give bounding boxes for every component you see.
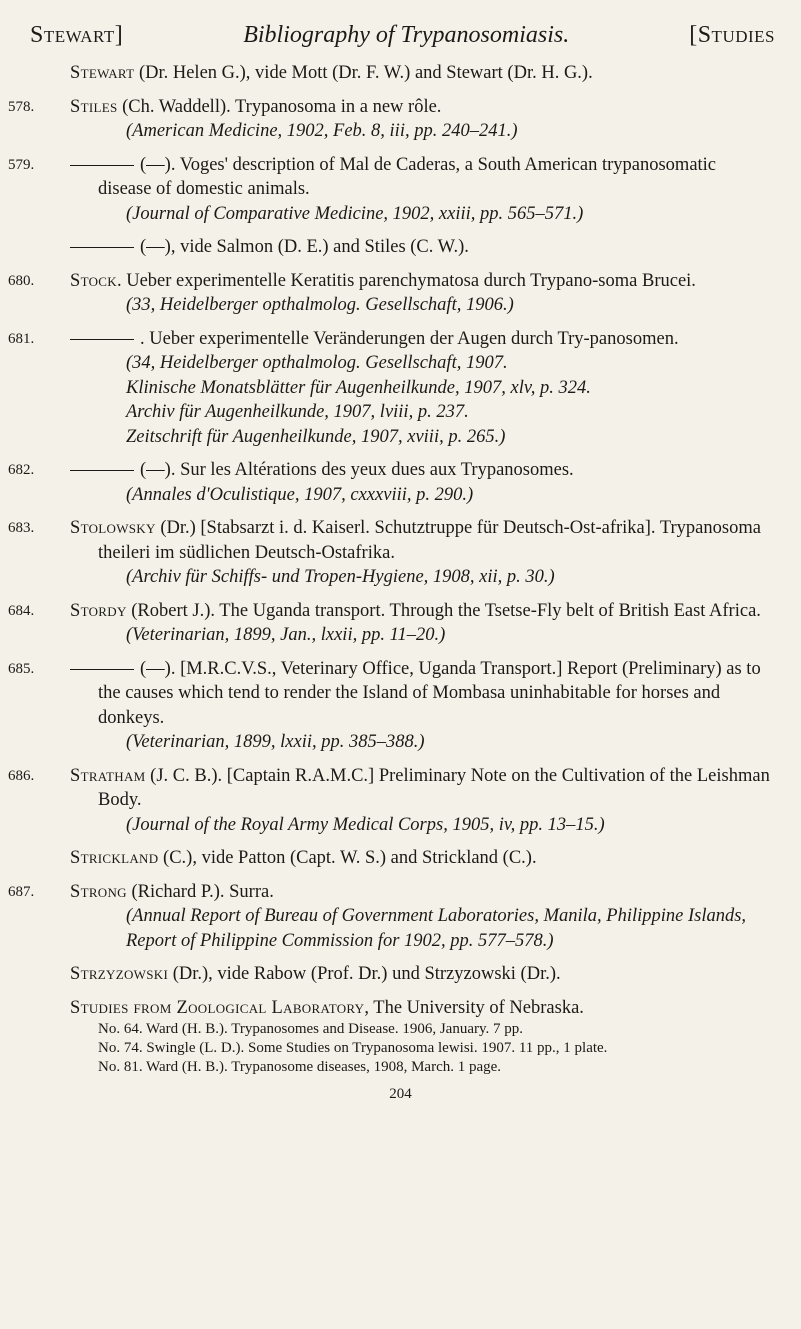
entry-number: 681. [8,330,35,347]
ditto-dash [70,247,134,248]
entry-text: (—). [M.R.C.V.S., Veterinary Office, Uganda Transport.] Report (Preliminary) as to the causes which tend to render the Island of Mombasa uninhabitable for horses and donkeys. [98,658,761,728]
entry-text: (Dr. Helen G.), vide Mott (Dr. F. W.) and Stewart (Dr. H. G.). [134,63,593,83]
entry-citation [70,269,771,294]
entry-text: (—). Voges' description of Mal de Caderas, a South American trypanosomatic disease of domestic animals. [98,154,717,199]
entry-author: Studies from Zoological Laboratory [70,997,365,1018]
entry-author: Stewart [70,63,135,83]
entry-citation [70,327,771,352]
entry-text: (Richard P.). Surra. [126,881,274,902]
entry-source: (Journal of Comparative Medicine, 1902, xxiii, pp. 565–571.) [126,203,584,224]
running-header [30,22,775,49]
bibliography-entry [8,95,771,144]
entry-author: Stiles [70,96,118,117]
entry-author: Stordy [70,600,127,621]
entry-citation [70,458,771,483]
bibliography-entry [8,153,771,227]
bibliography-entries [8,61,771,1077]
page-number: 204 [389,1086,412,1102]
entry-citation [70,599,771,624]
bibliography-entry [30,962,771,987]
entry-author: Stolowsky [70,518,156,538]
entry-number: 578. [8,98,35,115]
entry-source: (American Medicine, 1902, Feb. 8, iii, pp. 240–241.) [126,121,518,141]
entry-citation [70,153,771,202]
entry-text: , The University of Nebraska. [364,997,584,1018]
entry-text: (Robert J.). The Uganda transport. Through the Tsetse-Fly belt of British East Africa. [126,600,761,621]
header-title: Bibliography of Trypanosomiasis. [243,22,570,48]
entry-citation [70,996,771,1021]
entry-text: (Dr.) [Stabsarzt i. d. Kaiserl. Schutztruppe für Deutsch-Ost-afrika]. Trypanosoma theileri im südlichen Deutsch-Ostafrika. [98,518,761,563]
ditto-dash [70,669,134,670]
entry-text: . Ueber experimentelle Veränderungen der Augen durch Try-panosomen. [140,328,679,349]
entry-text: (Ch. Waddell). Trypanosoma in a new rôle. [117,96,442,117]
bibliography-entry [30,235,771,260]
entry-number: 683. [8,520,35,536]
entry-citation [70,657,771,731]
entry-source: (Veterinarian, 1899, Jan., lxxii, pp. 11–20.) [126,625,446,645]
entry-source: (33, Heidelberger opthalmolog. Gesellschaft, 1906.) [126,295,514,315]
entry-text: (Dr.), vide Rabow (Prof. Dr.) und Strzyzowski (Dr.). [168,964,561,984]
bibliography-entry [30,996,771,1078]
entry-number: 682. [8,462,35,478]
entry-text: . Ueber experimentelle Keratitis parenchymatosa durch Trypano-soma Brucei. [116,270,696,291]
entry-number: 680. [8,272,35,289]
entry-citation [70,962,771,987]
bibliography-entry [8,764,771,838]
entry-text: (C.), vide Patton (Capt. W. S.) and Strickland (C.). [158,848,537,868]
entry-source: Klinische Monatsblätter für Augenheilkunde, 1907, xlv, p. 324. [126,377,591,398]
entry-source: (Archiv für Schiffs- und Tropen-Hygiene, 1908, xii, p. 30.) [126,567,555,587]
list-item: No. 74. Swingle (L. D.). Some Studies on Trypanosoma lewisi. 1907. 11 pp., 1 plate. [98,1040,608,1056]
entry-citation [70,61,771,86]
header-left: Stewart] [30,22,124,48]
entry-source: (Journal of the Royal Army Medical Corps, 1905, iv, pp. 13–15.) [126,814,605,835]
entry-number: 684. [8,602,35,619]
entry-source: (34, Heidelberger opthalmolog. Gesellschaft, 1907. [126,353,508,373]
entry-text: (J. C. B.). [Captain R.A.M.C.] Preliminary Note on the Cultivation of the Leishman Body. [98,765,770,810]
entry-citation [70,846,771,871]
ditto-dash [70,165,134,166]
bibliography-entry [30,846,771,871]
header-right: [Studies [689,22,775,48]
entry-citation [70,516,771,565]
bibliography-entry [8,458,771,507]
entry-author: Strzyzowski [70,964,169,984]
entry-citation [70,95,771,120]
bibliography-entry [8,269,771,318]
entry-number: 687. [8,883,35,900]
bibliography-entry [8,880,771,954]
entry-source: (Veterinarian, 1899, lxxii, pp. 385–388.) [126,732,425,752]
series-list [70,1020,771,1077]
entry-number: 685. [8,660,35,677]
ditto-dash [70,339,134,340]
entry-number: 579. [8,156,35,173]
entry-source: Zeitschrift für Augenheilkunde, 1907, xviii, p. 265.) [126,426,506,447]
entry-source: (Annales d'Oculistique, 1907, cxxxviii, p. 290.) [126,484,474,505]
list-item: No. 81. Ward (H. B.). Trypanosome diseases, 1908, March. 1 page. [98,1059,502,1075]
entry-source: (Annual Report of Bureau of Government Laboratories, Manila, Philippine Islands, Report of Philippine Commission for 1902, pp. 577–578.) [126,906,747,951]
bibliography-entry [8,657,771,755]
entry-author: Stock [70,270,117,291]
entry-citation [70,235,771,260]
entry-text: (—), vide Salmon (D. E.) and Stiles (C. W.). [140,237,469,257]
list-item: No. 64. Ward (H. B.). Trypanosomes and Disease. 1906, January. 7 pp. [98,1021,523,1037]
entry-number: 686. [8,767,35,784]
bibliography-entry [8,599,771,648]
ditto-dash [70,470,134,471]
entry-citation [70,880,771,905]
bibliography-entry [8,327,771,450]
bibliography-entry [8,516,771,590]
entry-source: Archiv für Augenheilkunde, 1907, lviii, p. 237. [126,402,469,422]
entry-author: Strickland [70,848,159,868]
bibliography-entry [30,61,771,86]
entry-author: Stratham [70,765,146,786]
entry-citation [70,764,771,813]
entry-author: Strong [70,881,127,902]
entry-text: (—). Sur les Altérations des yeux dues aux Trypanosomes. [140,460,574,480]
